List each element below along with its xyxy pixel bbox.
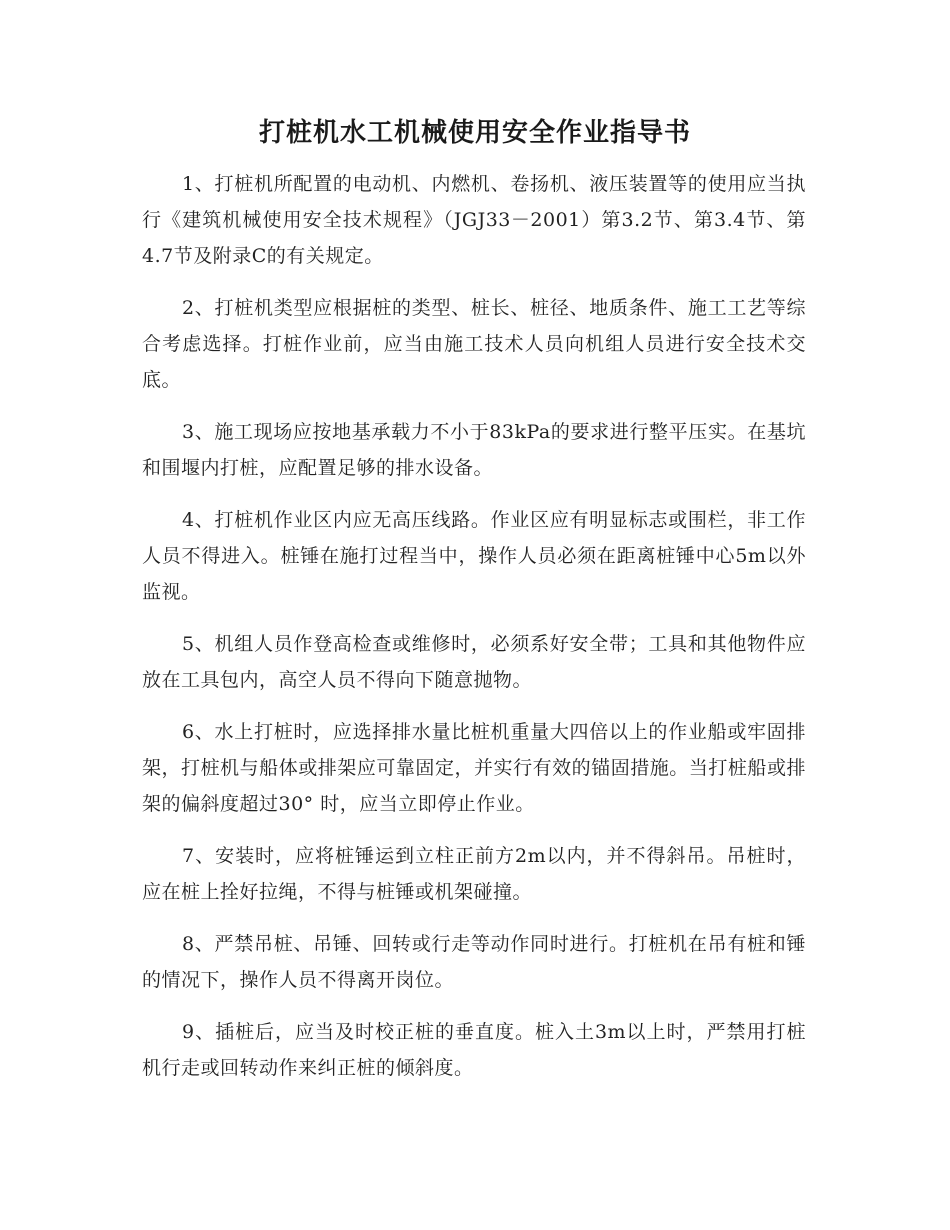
paragraph-6: 6、水上打桩时，应选择排水量比桩机重量大四倍以上的作业船或牢固排架，打桩机与船体或排架应可靠固定，并实行有效的锚固措施。当打桩船或排架的偏斜度超过30° 时，应当立即停止作业。 (142, 721, 806, 815)
paragraph-3: 3、施工现场应按地基承载力不小于83kPa的要求进行整平压实。在基坑和围堰内打桩，应配置足够的排水设备。 (142, 421, 806, 479)
paragraph-8: 8、严禁吊桩、吊锤、回转或行走等动作同时进行。打桩机在吊有桩和锤的情况下，操作人员不得离开岗位。 (142, 933, 806, 991)
paragraph-4: 4、打桩机作业区内应无高压线路。作业区应有明显标志或围栏，非工作人员不得进入。桩锤在施打过程当中，操作人员必须在距离桩锤中心5m以外监视。 (142, 509, 806, 603)
paragraph-2: 2、打桩机类型应根据桩的类型、桩长、桩径、地质条件、施工工艺等综合考虑选择。打桩作业前，应当由施工技术人员向机组人员进行安全技术交底。 (142, 297, 806, 391)
paragraph-5: 5、机组人员作登高检查或维修时，必须系好安全带；工具和其他物件应放在工具包内，高空人员不得向下随意抛物。 (142, 633, 806, 691)
paragraph-9: 9、插桩后，应当及时校正桩的垂直度。桩入土3m以上时，严禁用打桩机行走或回转动作来纠正桩的倾斜度。 (142, 1021, 806, 1079)
paragraph-1: 1、打桩机所配置的电动机、内燃机、卷扬机、液压装置等的使用应当执行《建筑机械使用安全技术规程》（JGJ33－2001）第3.2节、第3.4节、第4.7节及附录C的有关规定。 (142, 173, 806, 267)
paragraph-7: 7、安装时，应将桩锤运到立柱正前方2m以内，并不得斜吊。吊桩时，应在桩上拴好拉绳，不得与桩锤或机架碰撞。 (142, 845, 806, 903)
document-title: 打桩机水工机械使用安全作业指导书 (258, 118, 691, 148)
document-body (142, 166, 806, 1102)
